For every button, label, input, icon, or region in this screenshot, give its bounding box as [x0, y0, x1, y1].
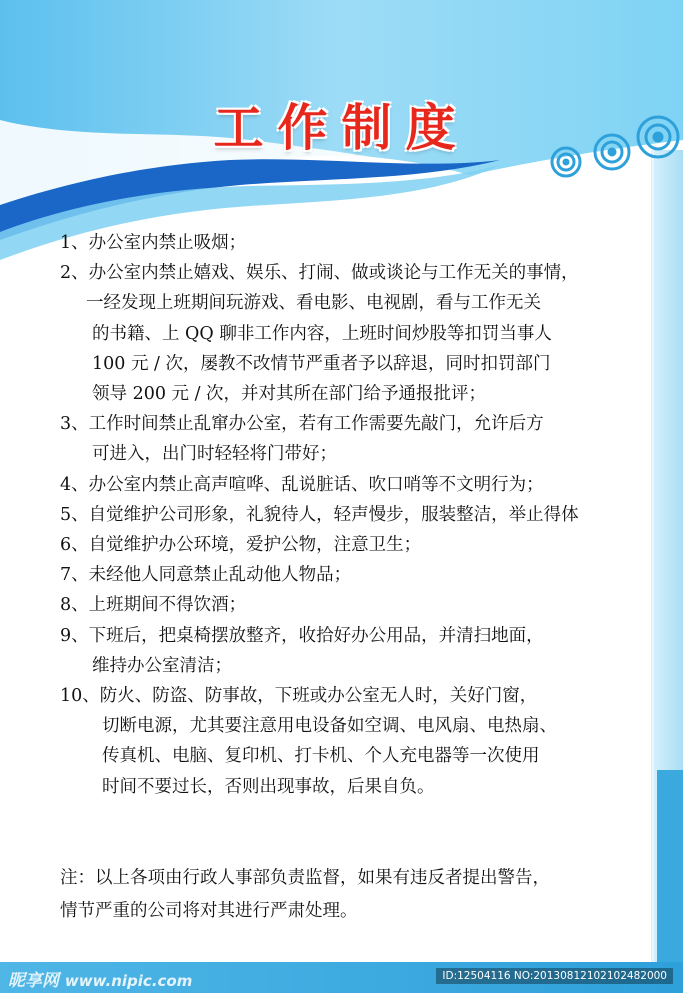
rule-line: 6、自觉维护办公环境，爱护公物，注意卫生； [60, 535, 422, 556]
rule-line: 5、自觉维护公司形象，礼貌待人，轻声慢步，服装整洁，举止得体 [60, 504, 579, 525]
rule-item-6 [60, 530, 640, 560]
rule-line: 切断电源，尤其要注意用电设备如空调、电风扇、电热扇、 [102, 716, 557, 737]
rule-item-10 [60, 681, 640, 802]
rule-item-5 [60, 500, 640, 530]
rule-line: 1、办公室内禁止吸烟； [60, 233, 247, 253]
watermark-id: ID:12504116 NO:20130812102102482000 [436, 968, 673, 984]
watermark-logo-text: 昵享网 [8, 971, 59, 991]
rule-line: 3、工作时间禁止乱窜办公室，若有工作需要先敲门，允许后方 [60, 414, 544, 435]
rule-line: 4、办公室内禁止高声喧哗、乱说脏话、吹口哨等不文明行为； [60, 474, 544, 495]
rule-line: 时间不要过长，否则出现事故，后果自负。 [102, 776, 435, 797]
rule-line: 100 元 / 次，屡教不改情节严重者予以辞退，同时扣罚部门 [92, 353, 551, 374]
rule-line: 传真机、电脑、复印机、打卡机、个人充电器等一次使用 [102, 746, 540, 767]
rule-item-4 [60, 470, 640, 500]
rule-line: 可进入，出门时轻轻将门带好； [92, 444, 337, 465]
note-line: 情节严重的公司将对其进行严肃处理。 [60, 901, 358, 921]
rule-item-8 [60, 590, 640, 620]
rule-item-1 [60, 228, 640, 258]
rule-line: 8、上班期间不得饮酒； [60, 595, 247, 616]
rule-line: 一经发现上班期间玩游戏、看电影、电视剧，看与工作无关 [86, 293, 541, 314]
poster-title: 工作制度 [213, 99, 470, 157]
rule-line: 2、办公室内禁止嬉戏、娱乐、打闹、做或谈论与工作无关的事情， [60, 263, 579, 284]
note-line: 注：以上各项由行政人事部负责监督，如果有违反者提出警告， [60, 868, 550, 888]
rule-line: 7、未经他人同意禁止乱动他人物品； [60, 565, 352, 586]
watermark-url: www.nipic.com [64, 972, 193, 990]
rules-list [60, 228, 640, 802]
supervision-note [60, 862, 650, 928]
rule-line: 的书籍、上 QQ 聊非工作内容，上班时间炒股等扣罚当事人 [92, 323, 552, 344]
rule-line: 9、下班后，把桌椅摆放整齐，收拾好办公用品，并清扫地面， [60, 625, 544, 646]
rule-line: 10、防火、防盗、防事故，下班或办公室无人时，关好门窗， [60, 686, 538, 707]
watermark-logo [8, 966, 192, 991]
rule-line: 维持办公室清洁； [92, 655, 232, 676]
rule-line: 领导 200 元 / 次，并对其所在部门给予通报批评； [92, 384, 487, 405]
rule-item-3 [60, 409, 640, 469]
rule-item-7 [60, 560, 640, 590]
rule-item-9 [60, 621, 640, 681]
rule-item-2 [60, 258, 640, 409]
